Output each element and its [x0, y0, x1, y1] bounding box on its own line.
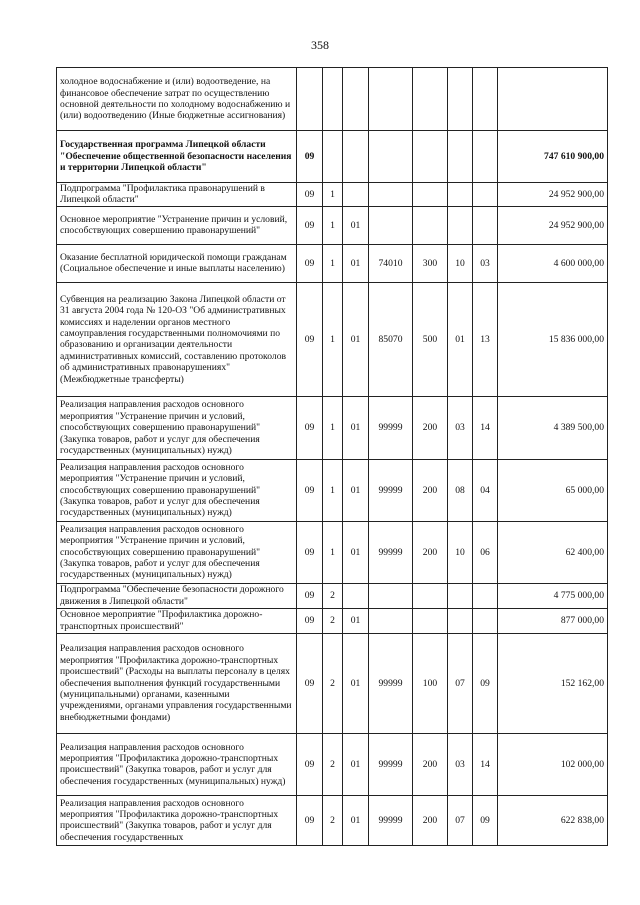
amount: 62 400,00 [498, 521, 608, 583]
direction-code: 85070 [369, 282, 413, 396]
subsection-code [473, 131, 498, 183]
subprogram-code [323, 68, 343, 131]
program-code: 09 [297, 633, 323, 733]
subprogram-code: 2 [323, 583, 343, 608]
subsection-code [473, 608, 498, 633]
activity-code: 01 [343, 608, 369, 633]
table-row [57, 282, 608, 396]
table-row [57, 459, 608, 521]
program-code [297, 68, 323, 131]
section-code: 10 [448, 244, 473, 282]
subsection-code [473, 183, 498, 207]
activity-code [343, 583, 369, 608]
activity-code: 01 [343, 244, 369, 282]
program-code: 09 [297, 206, 323, 244]
row-name: Реализация направления расходов основного мероприятия "Профилактика дорожно-транспортных происшествий" (Расходы на выплаты персоналу в целях обеспечения выполнения функций государственными (муниципальными) органами, казенными учреждениями, органами управления государственными внебюджетными фондами) [57, 633, 297, 733]
row-name: Подпрограмма "Профилактика правонарушений в Липецкой области" [57, 183, 297, 207]
expense-type-code: 200 [413, 795, 448, 845]
amount: 152 162,00 [498, 633, 608, 733]
amount: 4 389 500,00 [498, 396, 608, 459]
table-row [57, 183, 608, 207]
direction-code: 99999 [369, 459, 413, 521]
direction-code [369, 206, 413, 244]
subprogram-code: 2 [323, 633, 343, 733]
direction-code: 99999 [369, 795, 413, 845]
program-code: 09 [297, 583, 323, 608]
amount: 24 952 900,00 [498, 206, 608, 244]
row-name: Реализация направления расходов основного мероприятия "Профилактика дорожно-транспортных происшествий" (Закупка товаров, работ и услуг для обеспечения государственных (муниципальных) нужд) [57, 733, 297, 795]
amount: 747 610 900,00 [498, 131, 608, 183]
table-row [57, 521, 608, 583]
row-name: Реализация направления расходов основного мероприятия "Устранение причин и условий, способствующих совершению правонарушений" (Закупка товаров, работ и услуг для обеспечения государственных (муниципальных) нужд) [57, 521, 297, 583]
subsection-code: 03 [473, 244, 498, 282]
expense-type-code: 100 [413, 633, 448, 733]
subsection-code [473, 68, 498, 131]
expense-type-code [413, 583, 448, 608]
expense-type-code: 200 [413, 521, 448, 583]
amount: 877 000,00 [498, 608, 608, 633]
subprogram-code: 1 [323, 396, 343, 459]
direction-code: 99999 [369, 733, 413, 795]
row-name: Оказание бесплатной юридической помощи гражданам (Социальное обеспечение и иные выплаты населению) [57, 244, 297, 282]
section-code: 07 [448, 795, 473, 845]
amount: 15 836 000,00 [498, 282, 608, 396]
program-code: 09 [297, 521, 323, 583]
amount: 102 000,00 [498, 733, 608, 795]
table-row [57, 244, 608, 282]
row-name: Субвенция на реализацию Закона Липецкой области от 31 августа 2004 года № 120-ОЗ "Об административных комиссиях и наделении органов местного самоуправления государственными полномочиями по образованию и организации деятельности административных комиссий, составлению протоколов об административных правонарушениях" (Межбюджетные трансферты) [57, 282, 297, 396]
program-code: 09 [297, 396, 323, 459]
subprogram-code: 2 [323, 608, 343, 633]
subprogram-code: 2 [323, 733, 343, 795]
amount: 65 000,00 [498, 459, 608, 521]
section-code: 01 [448, 282, 473, 396]
subsection-code: 14 [473, 733, 498, 795]
direction-code [369, 68, 413, 131]
subsection-code: 09 [473, 633, 498, 733]
section-code: 03 [448, 396, 473, 459]
table-row [57, 131, 608, 183]
section-code [448, 608, 473, 633]
expense-type-code: 200 [413, 733, 448, 795]
direction-code [369, 608, 413, 633]
activity-code: 01 [343, 396, 369, 459]
subsection-code [473, 583, 498, 608]
subprogram-code: 1 [323, 521, 343, 583]
section-code [448, 183, 473, 207]
table-row [57, 68, 608, 131]
activity-code [343, 131, 369, 183]
row-name: Государственная программа Липецкой области "Обеспечение общественной безопасности населения и территории Липецкой области" [57, 131, 297, 183]
subprogram-code: 1 [323, 206, 343, 244]
activity-code: 01 [343, 795, 369, 845]
subsection-code: 09 [473, 795, 498, 845]
activity-code: 01 [343, 633, 369, 733]
subprogram-code: 1 [323, 244, 343, 282]
row-name: холодное водоснабжение и (или) водоотведение, на финансовое обеспечение затрат по осуществлению основной деятельности по холодному водоснабжению и (или) водоотведению (Иные бюджетные ассигнования) [57, 68, 297, 131]
section-code: 07 [448, 633, 473, 733]
expense-type-code: 500 [413, 282, 448, 396]
program-code: 09 [297, 282, 323, 396]
program-code: 09 [297, 795, 323, 845]
amount: 24 952 900,00 [498, 183, 608, 207]
expense-type-code [413, 608, 448, 633]
row-name: Реализация направления расходов основного мероприятия "Устранение причин и условий, способствующих совершению правонарушений" (Закупка товаров, работ и услуг для обеспечения государственных (муниципальных) нужд) [57, 396, 297, 459]
program-code: 09 [297, 459, 323, 521]
subprogram-code [323, 131, 343, 183]
expense-type-code: 200 [413, 396, 448, 459]
row-name: Основное мероприятие "Профилактика дорожно-транспортных происшествий" [57, 608, 297, 633]
direction-code: 99999 [369, 633, 413, 733]
activity-code: 01 [343, 521, 369, 583]
direction-code: 74010 [369, 244, 413, 282]
subsection-code: 14 [473, 396, 498, 459]
section-code: 03 [448, 733, 473, 795]
direction-code: 99999 [369, 521, 413, 583]
activity-code: 01 [343, 733, 369, 795]
program-code: 09 [297, 183, 323, 207]
amount [498, 68, 608, 131]
subsection-code [473, 206, 498, 244]
section-code [448, 131, 473, 183]
amount: 4 775 000,00 [498, 583, 608, 608]
row-name: Реализация направления расходов основного мероприятия "Устранение причин и условий, способствующих совершению правонарушений" (Закупка товаров, работ и услуг для обеспечения государственных (муниципальных) нужд) [57, 459, 297, 521]
program-code: 09 [297, 733, 323, 795]
activity-code [343, 68, 369, 131]
subsection-code: 06 [473, 521, 498, 583]
direction-code: 99999 [369, 396, 413, 459]
subprogram-code: 2 [323, 795, 343, 845]
program-code: 09 [297, 244, 323, 282]
program-code: 09 [297, 608, 323, 633]
expense-type-code: 300 [413, 244, 448, 282]
activity-code [343, 183, 369, 207]
table-row [57, 795, 608, 845]
subprogram-code: 1 [323, 459, 343, 521]
section-code: 08 [448, 459, 473, 521]
section-code [448, 206, 473, 244]
budget-table [56, 67, 608, 846]
table-row [57, 583, 608, 608]
activity-code: 01 [343, 206, 369, 244]
table-row [57, 206, 608, 244]
activity-code: 01 [343, 282, 369, 396]
table-row [57, 608, 608, 633]
section-code [448, 583, 473, 608]
table-body [57, 68, 608, 846]
row-name: Реализация направления расходов основного мероприятия "Профилактика дорожно-транспортных происшествий" (Закупка товаров, работ и услуг для обеспечения государственных [57, 795, 297, 845]
page-number: 358 [311, 38, 329, 52]
expense-type-code [413, 183, 448, 207]
expense-type-code [413, 206, 448, 244]
direction-code [369, 183, 413, 207]
amount: 4 600 000,00 [498, 244, 608, 282]
section-code [448, 68, 473, 131]
direction-code [369, 131, 413, 183]
program-code: 09 [297, 131, 323, 183]
row-name: Подпрограмма "Обеспечение безопасности дорожного движения в Липецкой области" [57, 583, 297, 608]
row-name: Основное мероприятие "Устранение причин и условий, способствующих совершению правонарушений" [57, 206, 297, 244]
section-code: 10 [448, 521, 473, 583]
subprogram-code: 1 [323, 282, 343, 396]
subsection-code: 13 [473, 282, 498, 396]
amount: 622 838,00 [498, 795, 608, 845]
expense-type-code: 200 [413, 459, 448, 521]
table-row [57, 396, 608, 459]
table-row [57, 733, 608, 795]
direction-code [369, 583, 413, 608]
subprogram-code: 1 [323, 183, 343, 207]
activity-code: 01 [343, 459, 369, 521]
table-row [57, 633, 608, 733]
expense-type-code [413, 131, 448, 183]
subsection-code: 04 [473, 459, 498, 521]
expense-type-code [413, 68, 448, 131]
